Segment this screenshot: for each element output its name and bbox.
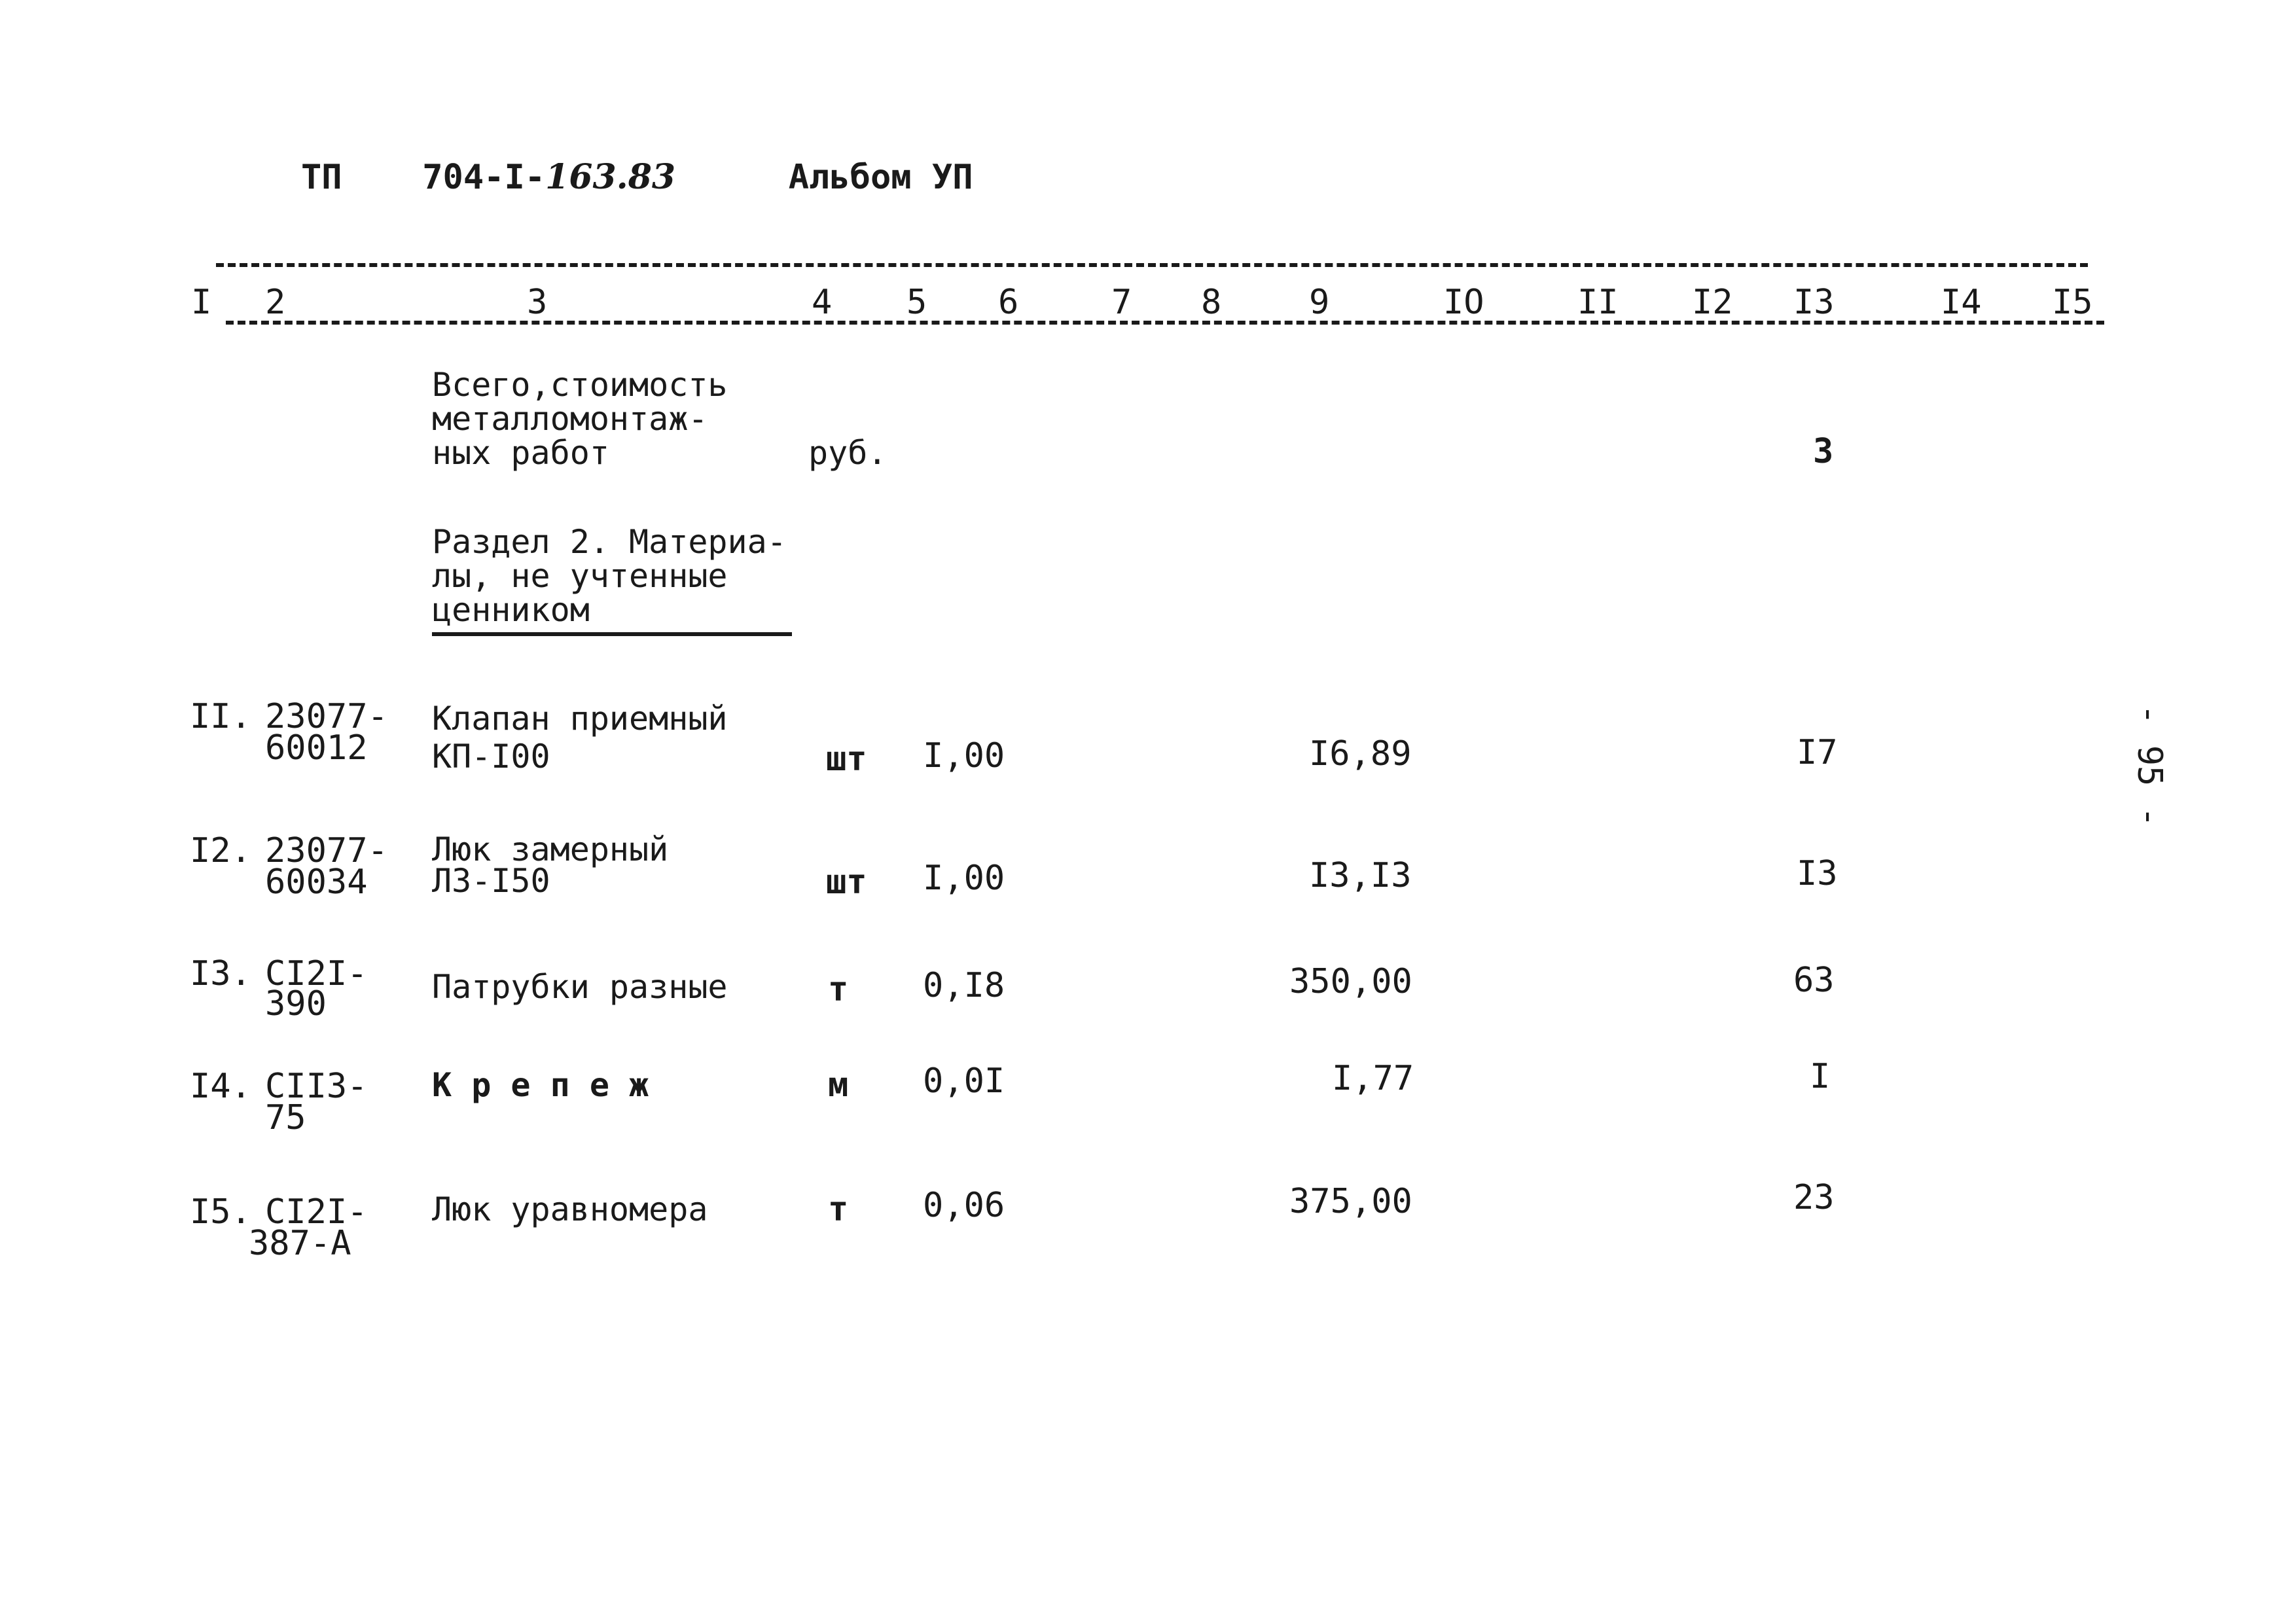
row-number: I4. [190, 1067, 251, 1106]
row-name: Люк уравномера [432, 1190, 708, 1228]
row-unit: шт [826, 740, 867, 779]
row-code: 23077- [265, 697, 388, 736]
column-number: 5 [906, 283, 927, 322]
row-quantity: I,00 [923, 859, 1005, 898]
column-number: I5 [2052, 283, 2093, 322]
header-album: Альбом УП [788, 158, 973, 197]
column-number: 4 [812, 283, 833, 322]
column-number: IO [1443, 283, 1484, 322]
row-unit: шт [826, 863, 867, 902]
row-price: I3,I3 [1309, 856, 1412, 895]
row-total: I [1810, 1057, 1831, 1096]
column-number: I [191, 283, 212, 322]
column-number: 3 [527, 283, 548, 322]
row-name: Патрубки разные [432, 968, 728, 1006]
column-number: 8 [1201, 283, 1222, 322]
column-number: I3 [1793, 283, 1835, 322]
row-name: Люк замерный [432, 830, 669, 868]
row-price: 350,00 [1289, 962, 1412, 1001]
row-code: 390 [265, 984, 327, 1024]
row-unit: т [828, 1190, 849, 1229]
total-label-line: ных работ [432, 434, 609, 472]
row-name: К р е п е ж [432, 1066, 649, 1104]
header-code: 704-I- [422, 158, 546, 197]
row-quantity: 0,I8 [923, 966, 1005, 1005]
section-underline [432, 632, 792, 636]
row-number: I3. [190, 954, 251, 993]
row-number: I5. [190, 1192, 251, 1232]
row-unit: м [828, 1065, 849, 1105]
row-code: 387-А [249, 1224, 351, 1263]
header-prefix: ТП [301, 158, 342, 197]
row-price: 375,00 [1289, 1182, 1412, 1221]
row-total: 23 [1793, 1178, 1835, 1217]
header-code-suffix: 163.83 [545, 157, 676, 197]
row-total: I3 [1797, 854, 1838, 893]
row-code: 60012 [265, 728, 368, 768]
row-number: II. [190, 697, 251, 736]
section-heading-line: ценником [432, 591, 590, 629]
row-code: CII3- [265, 1067, 368, 1106]
row-unit: т [828, 970, 849, 1009]
column-number: 2 [265, 283, 286, 322]
total-label-line: металломонтаж- [432, 400, 708, 438]
row-price: I6,89 [1309, 734, 1412, 774]
total-unit: руб. [808, 434, 888, 472]
row-total: 63 [1793, 961, 1835, 1000]
section-heading-line: лы, не учтенные [432, 557, 728, 595]
row-name: КП-I00 [432, 738, 550, 776]
total-label-line: Всего,стоимость [432, 366, 728, 404]
column-number: 7 [1111, 283, 1132, 322]
row-name: Клапан приемный [432, 700, 728, 738]
column-number: 9 [1309, 283, 1330, 322]
row-code: 23077- [265, 831, 388, 870]
column-number: II [1577, 283, 1619, 322]
row-code: CI2I- [265, 954, 368, 993]
row-code: 75 [265, 1098, 306, 1137]
row-code: CI2I- [265, 1192, 368, 1232]
row-total: I7 [1797, 733, 1838, 772]
row-price: I,77 [1332, 1059, 1414, 1098]
dashed-rule-top [216, 263, 2088, 267]
column-number: 6 [998, 283, 1019, 322]
row-quantity: 0,0I [923, 1061, 1005, 1101]
row-number: I2. [190, 831, 251, 870]
row-quantity: 0,06 [923, 1186, 1005, 1225]
column-number: I4 [1941, 283, 1982, 322]
row-code: 60034 [265, 863, 368, 902]
row-name: ЛЗ-I50 [432, 862, 550, 900]
section-heading-line: Раздел 2. Материа- [432, 523, 787, 561]
document-header [301, 157, 973, 197]
total-col13-value: 3 [1813, 432, 1834, 471]
row-quantity: I,00 [923, 736, 1005, 776]
page-number: - 95 - [2129, 704, 2169, 827]
column-number: I2 [1692, 283, 1733, 322]
